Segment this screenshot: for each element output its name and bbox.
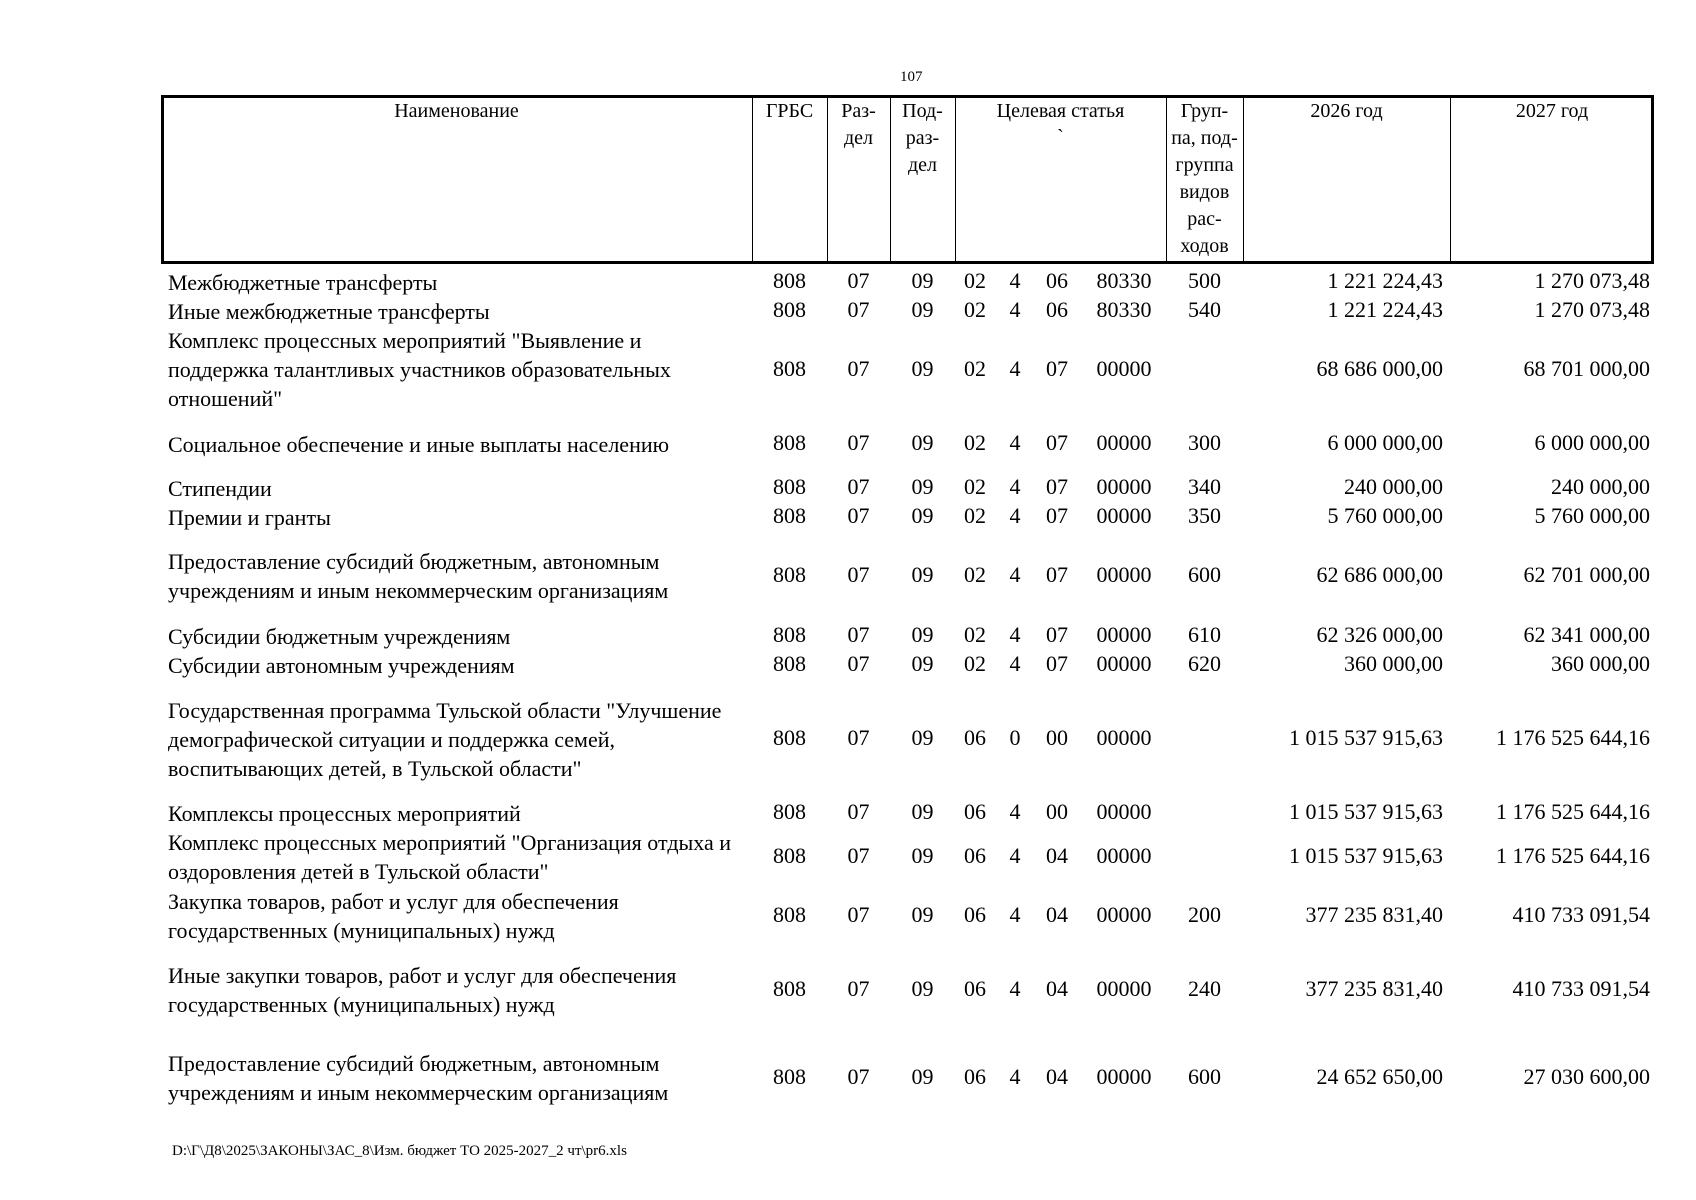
row-c4: 80330: [1096, 268, 1152, 293]
row-vr: 620: [1188, 651, 1221, 676]
row-c3: 06: [1046, 268, 1068, 293]
row-grbs: 808: [773, 297, 806, 322]
row-pr: 09: [911, 651, 934, 676]
row-rz: 07: [847, 430, 870, 455]
row-grbs: 808: [773, 1064, 806, 1089]
row-c3: 04: [1046, 843, 1068, 868]
row-c1: 06: [964, 725, 986, 750]
row-pr: 09: [911, 725, 934, 750]
row-grbs: 808: [773, 268, 806, 293]
row-rz: 07: [847, 725, 870, 750]
row-vr: 200: [1188, 902, 1221, 927]
row-c1: 02: [964, 297, 986, 322]
row-c1: 02: [964, 622, 986, 647]
row-c3: 04: [1046, 902, 1068, 927]
row-rz: 07: [847, 976, 870, 1001]
row-2027: 68 701 000,00: [1523, 356, 1650, 381]
row-c4: 00000: [1096, 725, 1152, 750]
row-2026: 62 326 000,00: [1316, 622, 1443, 647]
row-name: Комплексы процессных мероприятий: [168, 801, 521, 826]
row-c4: 00000: [1096, 430, 1152, 455]
row-pr: 09: [911, 430, 934, 455]
row-2026: 1 015 537 915,63: [1289, 843, 1443, 868]
row-c2: 4: [1009, 297, 1021, 322]
row-2027: 240 000,00: [1551, 474, 1650, 499]
row-c3: 04: [1046, 1064, 1068, 1089]
row-c4: 00000: [1096, 1064, 1152, 1089]
row-rz: 07: [847, 1064, 870, 1089]
row-vr: 610: [1188, 622, 1221, 647]
row-2026: 1 015 537 915,63: [1289, 799, 1443, 824]
row-grbs: 808: [773, 622, 806, 647]
row-pr: 09: [911, 562, 934, 587]
row-c2: 4: [1009, 799, 1021, 824]
row-c1: 02: [964, 430, 986, 455]
row-rz: 07: [847, 297, 870, 322]
row-2027: 27 030 600,00: [1523, 1064, 1650, 1089]
row-2027: 1 176 525 644,16: [1496, 799, 1650, 824]
row-name: Субсидии автономным учреждениям: [168, 653, 515, 678]
row-2026: 6 000 000,00: [1327, 430, 1443, 455]
row-grbs: 808: [773, 902, 806, 927]
page-number: 107: [900, 69, 923, 85]
row-2026: 360 000,00: [1344, 651, 1443, 676]
row-2027: 1 176 525 644,16: [1496, 843, 1650, 868]
row-pr: 09: [911, 503, 934, 528]
row-2026: 24 652 650,00: [1316, 1064, 1443, 1089]
row-grbs: 808: [773, 430, 806, 455]
row-name: Закупка товаров, работ и услуг для обеспечения государственных (муниципальных) нужд: [168, 889, 619, 943]
row-2027: 1 270 073,48: [1534, 268, 1650, 293]
row-pr: 09: [911, 268, 934, 293]
row-rz: 07: [847, 268, 870, 293]
row-2027: 62 341 000,00: [1523, 622, 1650, 647]
header-name: Наименование: [394, 100, 519, 122]
row-c4: 00000: [1096, 651, 1152, 676]
row-2026: 5 760 000,00: [1327, 503, 1443, 528]
row-c2: 4: [1009, 430, 1021, 455]
row-c3: 00: [1046, 725, 1068, 750]
row-2027: 62 701 000,00: [1523, 562, 1650, 587]
row-2026: 1 221 224,43: [1327, 297, 1443, 322]
row-2026: 1 015 537 915,63: [1289, 725, 1443, 750]
row-c1: 06: [964, 902, 986, 927]
row-2027: 5 760 000,00: [1534, 503, 1650, 528]
row-rz: 07: [847, 474, 870, 499]
row-grbs: 808: [773, 976, 806, 1001]
row-rz: 07: [847, 562, 870, 587]
row-2026: 68 686 000,00: [1316, 356, 1443, 381]
row-grbs: 808: [773, 474, 806, 499]
row-c2: 4: [1009, 503, 1021, 528]
row-name: Межбюджетные трансферты: [168, 270, 438, 295]
row-2027: 360 000,00: [1551, 651, 1650, 676]
header-2027: 2027 год: [1515, 100, 1589, 122]
row-c3: 04: [1046, 976, 1068, 1001]
row-vr: 240: [1188, 976, 1221, 1001]
row-2026: 1 221 224,43: [1327, 268, 1443, 293]
row-rz: 07: [847, 799, 870, 824]
row-c4: 00000: [1096, 976, 1152, 1001]
row-2027: 410 733 091,54: [1512, 902, 1650, 927]
row-c4: 00000: [1096, 843, 1152, 868]
row-c1: 02: [964, 503, 986, 528]
row-c1: 02: [964, 268, 986, 293]
row-c4: 00000: [1096, 474, 1152, 499]
row-name: Комплекс процессных мероприятий "Выявление и поддержка талантливых участников образовательных отношений": [168, 328, 671, 411]
row-c2: 0: [1009, 725, 1021, 750]
row-c2: 4: [1009, 474, 1021, 499]
row-c1: 02: [964, 356, 986, 381]
row-pr: 09: [911, 297, 934, 322]
row-rz: 07: [847, 843, 870, 868]
row-grbs: 808: [773, 503, 806, 528]
row-c1: 06: [964, 799, 986, 824]
header-grbs: ГРБС: [765, 100, 814, 122]
header-podrazdel: Под- раз- дел: [902, 100, 943, 176]
row-rz: 07: [847, 503, 870, 528]
row-vr: 600: [1188, 562, 1221, 587]
row-grbs: 808: [773, 799, 806, 824]
row-name: Государственная программа Тульской области "Улучшение демографической ситуации и поддержка семей, воспитывающих детей, в Тульской области": [168, 698, 722, 781]
row-name: Иные закупки товаров, работ и услуг для обеспечения государственных (муниципальных) нужд: [168, 963, 677, 1017]
row-c3: 07: [1046, 503, 1068, 528]
row-name: Предоставление субсидий бюджетным, автономным учреждениям и иным некоммерческим организациям: [168, 549, 669, 603]
row-grbs: 808: [773, 651, 806, 676]
row-pr: 09: [911, 902, 934, 927]
row-c4: 00000: [1096, 503, 1152, 528]
row-rz: 07: [847, 651, 870, 676]
row-c1: 06: [964, 976, 986, 1001]
row-c3: 07: [1046, 474, 1068, 499]
row-name: Предоставление субсидий бюджетным, автономным учреждениям и иным некоммерческим организациям: [168, 1051, 669, 1105]
row-c3: 00: [1046, 799, 1068, 824]
header-expense-type: Груп- па, под- группа видов рас- ходов: [1171, 100, 1238, 257]
row-grbs: 808: [773, 843, 806, 868]
row-name: Премии и гранты: [168, 505, 331, 530]
row-c4: 00000: [1096, 799, 1152, 824]
row-grbs: 808: [773, 356, 806, 381]
row-vr: 540: [1188, 297, 1221, 322]
row-pr: 09: [911, 356, 934, 381]
row-pr: 09: [911, 622, 934, 647]
row-c3: 07: [1046, 651, 1068, 676]
row-c1: 02: [964, 562, 986, 587]
row-c2: 4: [1009, 356, 1021, 381]
row-2026: 62 686 000,00: [1316, 562, 1443, 587]
row-c3: 07: [1046, 622, 1068, 647]
row-c2: 4: [1009, 976, 1021, 1001]
row-pr: 09: [911, 799, 934, 824]
row-2026: 240 000,00: [1344, 474, 1443, 499]
header-2026: 2026 год: [1310, 100, 1383, 122]
row-c3: 07: [1046, 562, 1068, 587]
row-c3: 06: [1046, 297, 1068, 322]
header-razdel: Раз- дел: [841, 100, 876, 149]
row-2027: 6 000 000,00: [1534, 430, 1650, 455]
header-target-mark: `: [1057, 126, 1064, 148]
row-grbs: 808: [773, 562, 806, 587]
row-c2: 4: [1009, 268, 1021, 293]
row-c1: 06: [964, 843, 986, 868]
row-pr: 09: [911, 843, 934, 868]
row-pr: 09: [911, 1064, 934, 1089]
row-c4: 00000: [1096, 902, 1152, 927]
row-name: Субсидии бюджетным учреждениям: [168, 624, 511, 649]
row-2027: 410 733 091,54: [1512, 976, 1650, 1001]
row-c1: 02: [964, 651, 986, 676]
row-c4: 80330: [1096, 297, 1152, 322]
row-grbs: 808: [773, 725, 806, 750]
row-2026: 377 235 831,40: [1305, 976, 1443, 1001]
row-c3: 07: [1046, 430, 1068, 455]
row-pr: 09: [911, 474, 934, 499]
row-vr: 350: [1188, 503, 1221, 528]
row-name: Социальное обеспечение и иные выплаты населению: [168, 432, 670, 457]
row-name: Стипендии: [168, 476, 272, 501]
row-rz: 07: [847, 902, 870, 927]
row-c3: 07: [1046, 356, 1068, 381]
row-name: Иные межбюджетные трансферты: [168, 299, 490, 324]
row-c4: 00000: [1096, 562, 1152, 587]
row-2027: 1 176 525 644,16: [1496, 725, 1650, 750]
row-c4: 00000: [1096, 622, 1152, 647]
file-path-footer: D:\Г\Д8\2025\ЗАКОНЫ\ЗАС_8\Изм. бюджет ТО 2025-2027_2 чт\pr6.xls: [172, 1143, 627, 1159]
row-c2: 4: [1009, 902, 1021, 927]
row-c2: 4: [1009, 843, 1021, 868]
header-target-article: Целевая статья: [996, 100, 1125, 122]
row-c2: 4: [1009, 562, 1021, 587]
row-c2: 4: [1009, 651, 1021, 676]
row-rz: 07: [847, 622, 870, 647]
row-vr: 500: [1188, 268, 1221, 293]
row-vr: 340: [1188, 474, 1221, 499]
row-c2: 4: [1009, 622, 1021, 647]
row-c1: 06: [964, 1064, 986, 1089]
row-name: Комплекс процессных мероприятий "Организация отдыха и оздоровления детей в Тульской области": [168, 830, 732, 884]
row-pr: 09: [911, 976, 934, 1001]
row-rz: 07: [847, 356, 870, 381]
row-c2: 4: [1009, 1064, 1021, 1089]
row-vr: 600: [1188, 1064, 1221, 1089]
row-2026: 377 235 831,40: [1305, 902, 1443, 927]
row-2027: 1 270 073,48: [1534, 297, 1650, 322]
row-vr: 300: [1188, 430, 1221, 455]
row-c4: 00000: [1096, 356, 1152, 381]
row-c1: 02: [964, 474, 986, 499]
